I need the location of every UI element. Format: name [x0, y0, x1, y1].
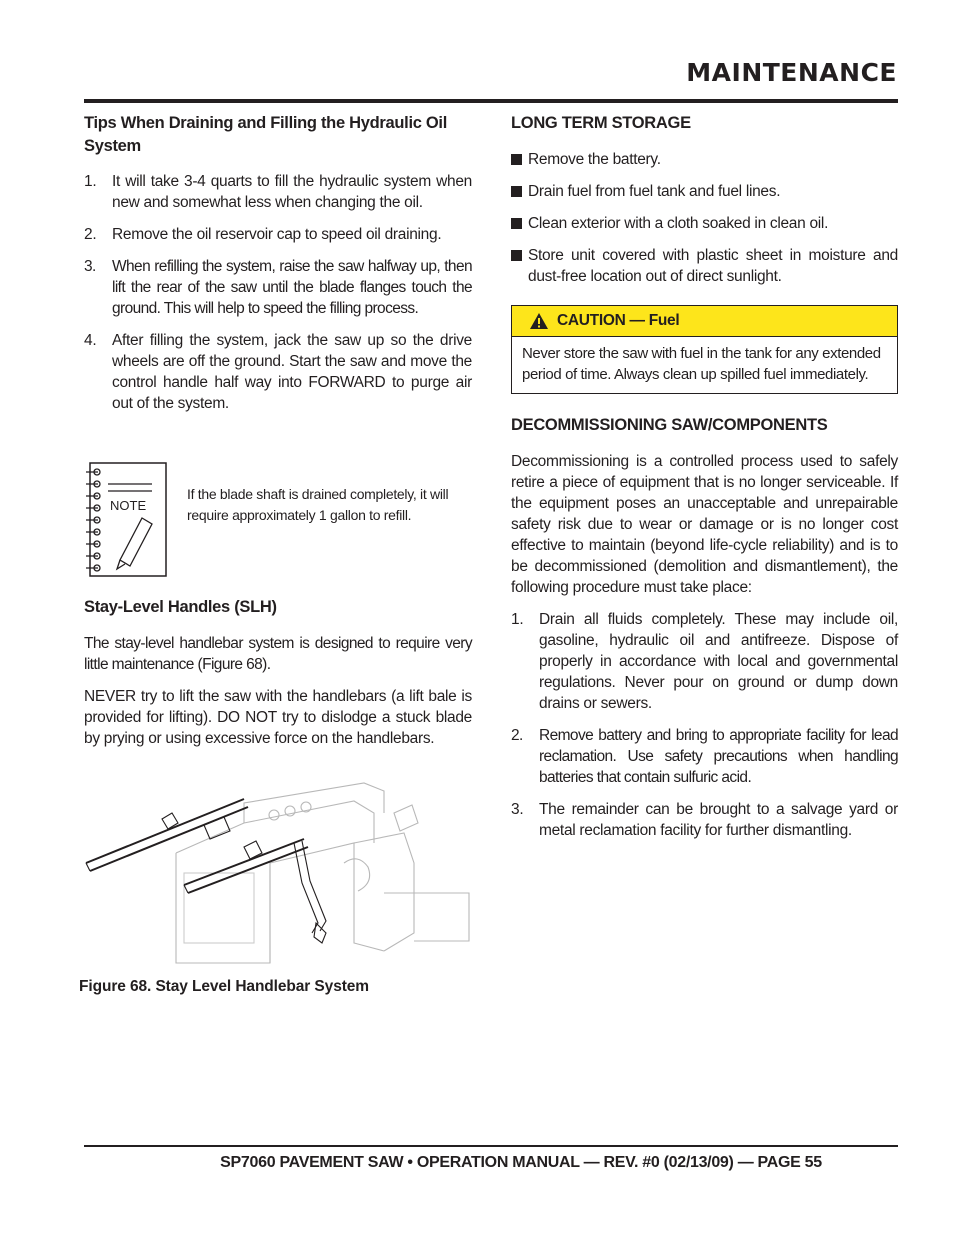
list-item: [511, 799, 898, 841]
storage-heading: LONG TERM STORAGE: [511, 114, 691, 132]
list-item: [84, 256, 472, 319]
page-title: MAINTENANCE: [686, 58, 897, 87]
caution-box: [511, 305, 898, 394]
list-text: After filling the system, jack the saw up so the drive wheels are off the ground. Start the saw and move the control handle half way into FORWARD to purge air out of the system.: [112, 332, 472, 412]
saw-handlebar-illustration: [84, 773, 474, 969]
list-text: Drain fuel from fuel tank and fuel lines.: [528, 183, 781, 200]
square-bullet-icon: [511, 218, 522, 229]
square-bullet-icon: [511, 154, 522, 165]
note-label: NOTE: [110, 498, 147, 513]
list-item: [511, 725, 898, 788]
footer-rule: [84, 1145, 898, 1147]
list-number: 3.: [84, 258, 96, 275]
list-item: [84, 171, 472, 213]
square-bullet-icon: [511, 250, 522, 261]
slh-paragraph-2: NEVER try to lift the saw with the handlebars (a lift bale is provided for lifting). DO NOT try to dislodge a stuck blade by prying or using excessive force on the handlebars.: [84, 688, 472, 747]
decommissioning-intro: Decommissioning is a controlled process used to safely retire a piece of equipment that is no longer serviceable. If the equipment poses an unacceptable and unrepairable safety risk due to wear or damage or is no longer cost effective to maintain (beyond life-cycle reliability) and is to be decommissioned (demolition and dismantlement), the following procedure must take place:: [511, 453, 898, 596]
page-footer: SP7060 PAVEMENT SAW • OPERATION MANUAL — REV. #0 (02/13/09) — PAGE 55: [220, 1154, 822, 1171]
list-item: [84, 330, 472, 414]
list-item: [84, 224, 472, 245]
list-number: 3.: [511, 801, 524, 818]
header-rule: [84, 99, 898, 103]
list-number: 2.: [84, 226, 97, 243]
right-column: [511, 112, 898, 841]
list-item: [511, 609, 898, 714]
list-text: Remove battery and bring to appropriate facility for lead reclamation. Use safety precautions when handling batteries that contain sulfuric acid.: [539, 727, 898, 786]
slh-paragraph-1: The stay-level handlebar system is designed to require very little maintenance (Figure 68).: [84, 635, 472, 673]
decommissioning-steps: [511, 609, 898, 841]
storage-list: [511, 149, 898, 287]
caution-header: [512, 306, 897, 337]
note-box: [84, 462, 472, 580]
list-number: 2.: [511, 727, 523, 744]
note-notepad-icon: [84, 462, 168, 578]
warning-triangle-icon: [529, 312, 549, 330]
figure-caption: Figure 68. Stay Level Handlebar System: [79, 978, 369, 995]
slh-heading: Stay-Level Handles (SLH): [84, 598, 277, 616]
square-bullet-icon: [511, 186, 522, 197]
list-text: Drain all fluids completely. These may include oil, gasoline, hydraulic oil and antifreeze. Dispose of properly in accordance with local and governmental regulations. Never pour on ground or dump down drains or sewers.: [539, 611, 898, 712]
list-item: [511, 245, 898, 287]
note-text: If the blade shaft is drained completely, it will require approximately 1 gallon to refill.: [187, 486, 449, 523]
left-column: [84, 112, 472, 969]
caution-text: Never store the saw with fuel in the tank for any extended period of time. Always clean up spilled fuel immediately.: [522, 345, 881, 383]
tips-heading: Tips When Draining and Filling the Hydraulic Oil System: [84, 114, 447, 155]
list-number: 1.: [511, 611, 524, 628]
list-text: Remove the oil reservoir cap to speed oil draining.: [112, 226, 442, 243]
list-text: When refilling the system, raise the saw halfway up, then lift the rear of the saw until the blade flanges touch the ground. This will help to speed the filling process.: [112, 258, 472, 317]
list-text: Store unit covered with plastic sheet in moisture and dust-free location out of direct sunlight.: [528, 247, 898, 285]
list-text: The remainder can be brought to a salvage yard or metal reclamation facility for further dismantling.: [539, 801, 898, 839]
list-item: [511, 181, 898, 202]
list-item: [511, 149, 898, 170]
tips-list: [84, 171, 472, 414]
caution-title: CAUTION — Fuel: [557, 312, 680, 329]
list-item: [511, 213, 898, 234]
list-text: Remove the battery.: [528, 151, 661, 168]
decommissioning-heading: DECOMMISSIONING SAW/COMPONENTS: [511, 416, 828, 434]
list-number: 4.: [84, 332, 97, 349]
list-number: 1.: [84, 173, 97, 190]
list-text: Clean exterior with a cloth soaked in clean oil.: [528, 215, 829, 232]
list-text: It will take 3-4 quarts to fill the hydraulic system when new and somewhat less when changing the oil.: [112, 173, 472, 211]
figure-68-saw-drawing: [84, 773, 472, 969]
